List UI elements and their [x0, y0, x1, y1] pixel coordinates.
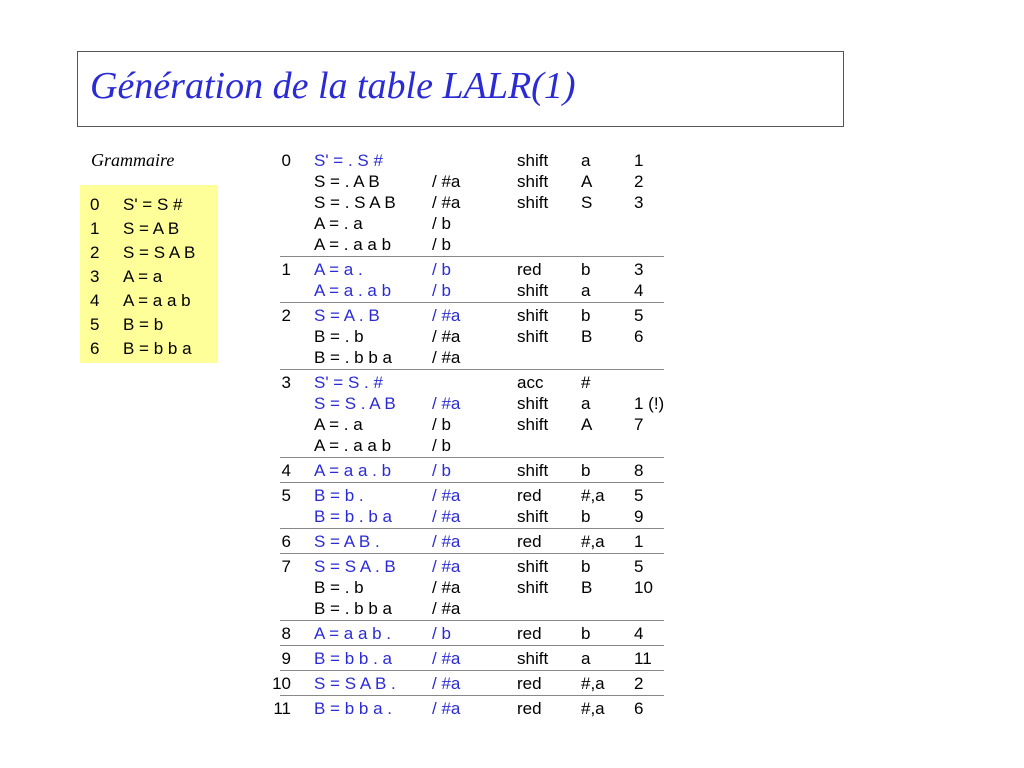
- lr-item: S = S . A B: [314, 394, 396, 413]
- kernel-item-row: [0, 698, 1024, 719]
- state-divider: [280, 302, 664, 303]
- closure-item-row: [0, 171, 1024, 192]
- lr-item: A = a a b .: [314, 624, 392, 643]
- target-state: 4: [634, 624, 644, 643]
- action: shift: [517, 557, 549, 576]
- state-block: [0, 150, 1024, 255]
- action: shift: [517, 394, 549, 413]
- kernel-item-row: [0, 485, 1024, 506]
- lr-item: A = a a . b: [314, 461, 392, 480]
- action: shift: [517, 507, 549, 526]
- action: shift: [517, 172, 549, 191]
- lookahead: / #a: [432, 699, 461, 718]
- symbol: b: [581, 557, 591, 576]
- target-state: 9: [634, 507, 644, 526]
- symbol: a: [581, 394, 591, 413]
- grammar-rule-text: S' = S #: [123, 195, 183, 214]
- lookahead: / #a: [432, 172, 461, 191]
- lr-item: S' = . S #: [314, 151, 383, 170]
- grammar-rule-number: 6: [90, 339, 100, 358]
- action: acc: [517, 373, 544, 392]
- action: shift: [517, 151, 549, 170]
- target-state: 6: [634, 699, 644, 718]
- lookahead: / b: [432, 235, 451, 254]
- state-divider: [280, 620, 664, 621]
- lr-item: S = . S A B: [314, 193, 396, 212]
- lookahead: / #a: [432, 599, 461, 618]
- lr-item: A = a . a b: [314, 281, 392, 300]
- action: shift: [517, 578, 549, 597]
- lr-item: S = A . B: [314, 306, 380, 325]
- state-divider: [280, 670, 664, 671]
- closure-item-row: [0, 326, 1024, 347]
- state-block: [0, 301, 1024, 368]
- lr-item: B = . b: [314, 578, 364, 597]
- state-number: 4: [281, 461, 291, 480]
- closure-item-row: [0, 213, 1024, 234]
- lr-item: B = b . b a: [314, 507, 392, 526]
- symbol: #,a: [581, 699, 605, 718]
- symbol: b: [581, 507, 591, 526]
- symbol: b: [581, 260, 591, 279]
- symbol: B: [581, 327, 593, 346]
- kernel-item-row: [0, 623, 1024, 644]
- state-block: [0, 368, 1024, 456]
- state-number: 2: [281, 306, 291, 325]
- state-number: 8: [281, 624, 291, 643]
- target-state: 2: [634, 172, 644, 191]
- target-state: 10: [634, 578, 653, 597]
- symbol: #,a: [581, 674, 605, 693]
- lookahead: / b: [432, 436, 451, 455]
- grammar-rule-text: B = b b a: [123, 339, 192, 358]
- target-state: 2: [634, 674, 644, 693]
- state-block: [0, 456, 1024, 481]
- closure-item-row: [0, 577, 1024, 598]
- target-state: 4: [634, 281, 644, 300]
- lookahead: / b: [432, 624, 451, 643]
- lr-item: B = b b a .: [314, 699, 392, 718]
- state-block: [0, 255, 1024, 301]
- action: red: [517, 486, 542, 505]
- action: shift: [517, 193, 549, 212]
- symbol: a: [581, 649, 591, 668]
- grammar-rule-text: A = a: [123, 267, 163, 286]
- state-block: [0, 527, 1024, 552]
- lr-item: S = S A B .: [314, 674, 396, 693]
- lookahead: / #a: [432, 578, 461, 597]
- symbol: b: [581, 461, 591, 480]
- kernel-item-row: [0, 372, 1024, 393]
- lookahead: / b: [432, 260, 451, 279]
- lr-item: B = . b b a: [314, 599, 392, 618]
- symbol: A: [581, 415, 593, 434]
- state-block: [0, 669, 1024, 694]
- symbol: S: [581, 193, 593, 212]
- grammar-rule-text: S = A B: [123, 219, 180, 238]
- grammar-rule-text: A = a a b: [123, 291, 191, 310]
- state-block: [0, 619, 1024, 644]
- lr-item: S = . A B: [314, 172, 380, 191]
- kernel-item-row: [0, 259, 1024, 280]
- action: shift: [517, 649, 549, 668]
- action: shift: [517, 415, 549, 434]
- action: red: [517, 532, 542, 551]
- target-state: 7: [634, 415, 644, 434]
- lr-item: S = A B .: [314, 532, 380, 551]
- lr-item: S = S A . B: [314, 557, 396, 576]
- target-state: 3: [634, 260, 644, 279]
- lalr-state-table: [0, 150, 1024, 719]
- lr-item: A = . a: [314, 415, 363, 434]
- target-state: 3: [634, 193, 644, 212]
- lr-item: A = . a: [314, 214, 363, 233]
- kernel-item-row: [0, 648, 1024, 669]
- grammar-label: Grammaire: [91, 150, 175, 170]
- state-block: [0, 481, 1024, 527]
- state-number: 6: [281, 532, 291, 551]
- lr-item: B = b b . a: [314, 649, 392, 668]
- symbol: b: [581, 306, 591, 325]
- symbol: #,a: [581, 486, 605, 505]
- action: red: [517, 260, 542, 279]
- lookahead: / b: [432, 415, 451, 434]
- lookahead: / #a: [432, 532, 461, 551]
- kernel-item-row: [0, 305, 1024, 326]
- symbol: a: [581, 151, 591, 170]
- closure-item-row: [0, 414, 1024, 435]
- target-state: 11: [634, 649, 652, 668]
- state-block: [0, 694, 1024, 719]
- state-number: 1: [281, 260, 291, 279]
- kernel-item-row: [0, 673, 1024, 694]
- closure-item-row: [0, 598, 1024, 619]
- action: shift: [517, 461, 549, 480]
- lookahead: / #a: [432, 327, 461, 346]
- closure-item-row: [0, 234, 1024, 255]
- action: red: [517, 624, 542, 643]
- lookahead: / #a: [432, 557, 461, 576]
- lookahead: / #a: [432, 193, 461, 212]
- grammar-rule-text: B = b: [123, 315, 164, 334]
- symbol: b: [581, 624, 591, 643]
- closure-item-row: [0, 435, 1024, 456]
- target-state: 5: [634, 557, 644, 576]
- lr-item: B = . b: [314, 327, 364, 346]
- grammar-rule-number: 4: [90, 291, 100, 310]
- state-block: [0, 644, 1024, 669]
- state-divider: [280, 528, 664, 529]
- grammar-rule-number: 0: [90, 195, 100, 214]
- closure-item-row: [0, 347, 1024, 368]
- grammar-rule-number: 5: [90, 315, 100, 334]
- lookahead: / b: [432, 214, 451, 233]
- lr-item: A = a .: [314, 260, 363, 279]
- lookahead: / #a: [432, 507, 461, 526]
- symbol: A: [581, 172, 593, 191]
- action: shift: [517, 281, 549, 300]
- lr-item: A = . a a b: [314, 436, 392, 455]
- lr-item: B = b .: [314, 486, 364, 505]
- symbol: #: [581, 373, 591, 392]
- kernel-item-row: [0, 393, 1024, 414]
- lookahead: / #a: [432, 649, 461, 668]
- target-state: 1: [634, 151, 644, 170]
- state-divider: [280, 695, 664, 696]
- kernel-item-row: [0, 506, 1024, 527]
- target-state: 1: [634, 532, 644, 551]
- kernel-item-row: [0, 531, 1024, 552]
- lookahead: / #a: [432, 394, 461, 413]
- state-divider: [280, 457, 664, 458]
- state-divider: [280, 482, 664, 483]
- state-block: [0, 552, 1024, 619]
- lookahead: / b: [432, 461, 451, 480]
- action: red: [517, 699, 542, 718]
- lr-item: S' = S . #: [314, 373, 383, 392]
- lookahead: / b: [432, 281, 451, 300]
- target-state: 5: [634, 486, 644, 505]
- state-number: 7: [281, 557, 291, 576]
- state-divider: [280, 645, 664, 646]
- symbol: a: [581, 281, 591, 300]
- title-box: [77, 51, 844, 127]
- grammar-rule-number: 1: [90, 219, 100, 238]
- target-state: 6: [634, 327, 644, 346]
- lookahead: / #a: [432, 674, 461, 693]
- kernel-item-row: [0, 556, 1024, 577]
- state-divider: [280, 369, 664, 370]
- closure-item-row: [0, 192, 1024, 213]
- grammar-rule-number: 3: [90, 267, 100, 286]
- state-divider: [280, 256, 664, 257]
- target-state: 8: [634, 461, 644, 480]
- symbol: #,a: [581, 532, 605, 551]
- state-number: 5: [281, 486, 291, 505]
- grammar-rule-number: 2: [90, 243, 100, 262]
- state-number: 11: [273, 699, 291, 718]
- action: shift: [517, 327, 549, 346]
- grammar-rule-text: S = S A B: [123, 243, 196, 262]
- symbol: B: [581, 578, 593, 597]
- state-number: 9: [281, 649, 291, 668]
- kernel-item-row: [0, 150, 1024, 171]
- state-number: 10: [272, 674, 291, 693]
- lr-item: B = . b b a: [314, 348, 392, 367]
- action: shift: [517, 306, 549, 325]
- page-title: Génération de la table LALR(1): [90, 65, 576, 107]
- target-state: 5: [634, 306, 644, 325]
- state-divider: [280, 553, 664, 554]
- state-number: 0: [281, 151, 291, 170]
- lookahead: / #a: [432, 486, 461, 505]
- lr-item: A = . a a b: [314, 235, 392, 254]
- action: red: [517, 674, 542, 693]
- state-number: 3: [281, 373, 291, 392]
- lookahead: / #a: [432, 306, 461, 325]
- kernel-item-row: [0, 460, 1024, 481]
- target-state: 1 (!): [634, 394, 665, 413]
- lookahead: / #a: [432, 348, 461, 367]
- kernel-item-row: [0, 280, 1024, 301]
